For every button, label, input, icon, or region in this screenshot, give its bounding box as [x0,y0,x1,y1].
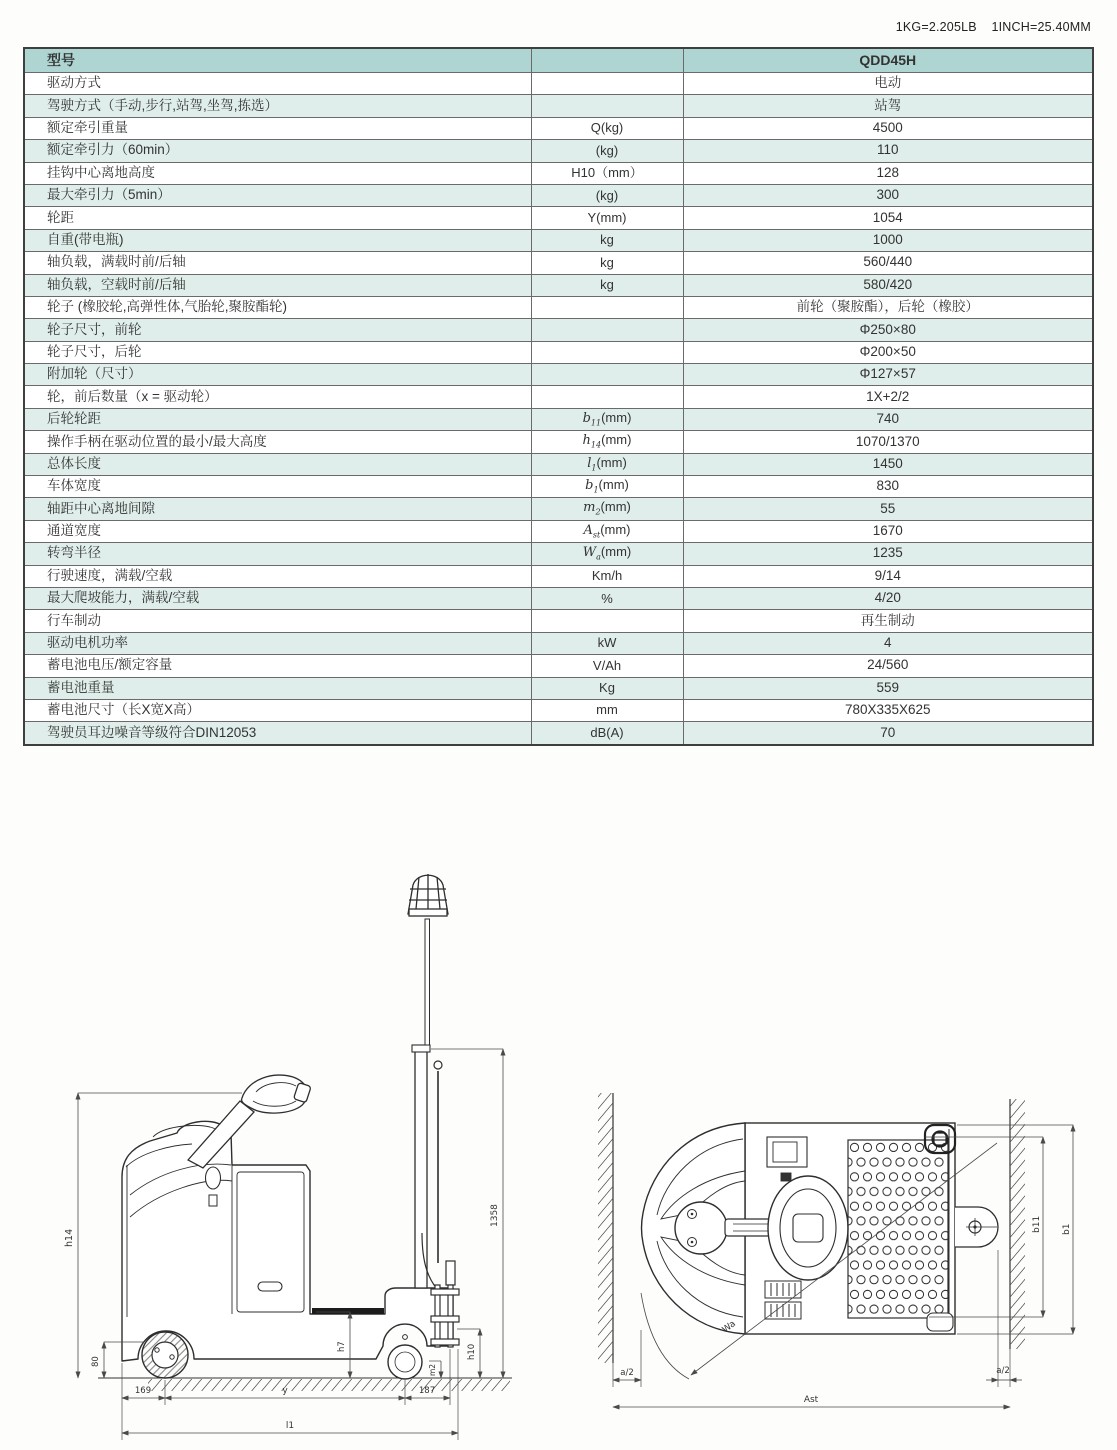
axle-bolt [403,1335,408,1340]
spec-unit: % [531,587,683,609]
spec-header-model-label: 型号 [24,48,531,73]
spec-row [24,408,1093,430]
spec-header-unit-cell [531,48,683,73]
spec-value: 24/560 [683,655,1093,677]
spec-row [24,431,1093,453]
spec-unit [531,364,683,386]
spec-row [24,453,1093,475]
dim-label-ast: Ast [803,1395,819,1405]
spec-value: 9/14 [683,565,1093,587]
spec-value: 128 [683,162,1093,184]
spec-unit: dB(A) [531,722,683,745]
spec-value: 再生制动 [683,610,1093,632]
spec-label: 行车制动 [24,610,531,632]
spec-value: 1450 [683,453,1093,475]
spec-unit: (kg) [531,184,683,206]
spec-label: 轴距中心离地间隙 [24,498,531,520]
spec-label: 行驶速度，满载/空载 [24,565,531,587]
spec-value: 1235 [683,543,1093,565]
spec-label: 额定牵引力（60min） [24,140,531,162]
spec-value: 4500 [683,117,1093,139]
spec-unit: $l_1(mm)$ [531,453,683,475]
spec-unit: $A_{st}(mm)$ [531,520,683,542]
battery-cover-perforated [848,1140,948,1318]
dim-label-b1: b1 [1062,1223,1072,1235]
spec-row [24,677,1093,699]
spec-row [24,476,1093,498]
spec-unit: Y(mm) [531,207,683,229]
mast [412,919,442,1289]
spec-row [24,498,1093,520]
spec-header-model-value: QDD45H [683,48,1093,73]
spec-value: 559 [683,677,1093,699]
spec-row [24,296,1093,318]
spec-row [24,699,1093,721]
spec-value: 55 [683,498,1093,520]
spec-label: 轮子尺寸，后轮 [24,341,531,363]
spec-value: 580/420 [683,274,1093,296]
spec-value: 1000 [683,229,1093,251]
spec-unit [531,296,683,318]
spec-row [24,140,1093,162]
spec-value: 830 [683,476,1093,498]
dim-label-80: 80 [91,1356,101,1367]
spec-value: Φ250×80 [683,319,1093,341]
spec-row [24,207,1093,229]
spec-unit: $h_{14}(mm)$ [531,431,683,453]
spec-row [24,319,1093,341]
dim-label-187: 187 [418,1386,436,1396]
spec-value: Φ200×50 [683,341,1093,363]
spec-label: 转弯半径 [24,543,531,565]
operator-step [312,1308,384,1314]
spec-value: 70 [683,722,1093,745]
spec-unit: Kg [531,677,683,699]
spec-label: 挂钩中心离地高度 [24,162,531,184]
spec-row [24,252,1093,274]
spec-row [24,162,1093,184]
dim-label-wa: Wa [720,1319,738,1336]
spec-unit [531,73,683,95]
dim-label-169: 169 [134,1386,152,1396]
rear-wheel [388,1345,422,1379]
spec-row [24,73,1093,95]
spec-unit: kg [531,274,683,296]
spec-unit: V/Ah [531,655,683,677]
spec-value: 1054 [683,207,1093,229]
spec-row [24,386,1093,408]
spec-value: 站驾 [683,95,1093,117]
spec-label: 操作手柄在驱动位置的最小/最大高度 [24,431,531,453]
spec-unit: kg [531,252,683,274]
spec-label: 轴负载，空载时前/后轴 [24,274,531,296]
spec-label: 车体宽度 [24,476,531,498]
vehicle-body-outline [122,1121,453,1361]
aisle-wall-right [1010,1099,1025,1349]
spec-label: 轴负载，满载时前/后轴 [24,252,531,274]
spec-row [24,229,1093,251]
dim-label-a2-left: a/2 [620,1368,634,1378]
spec-header-row [24,48,1093,73]
spec-value: 560/440 [683,252,1093,274]
tow-pin-bracket [955,1207,998,1247]
spec-label: 驾驶方式（手动,步行,站驾,坐驾,拣选） [24,95,531,117]
spec-unit: Q(kg) [531,117,683,139]
dim-label-a2-right: a/2 [996,1366,1010,1376]
dim-label-l1: l1 [285,1421,295,1431]
spec-value: 740 [683,408,1093,430]
spec-unit [531,610,683,632]
spec-row [24,543,1093,565]
spec-label: 轮子 (橡胶轮,高弹性体,气胎轮,聚胺酯轮) [24,296,531,318]
spec-label: 总体长度 [24,453,531,475]
spec-unit: mm [531,699,683,721]
dim-label-h10: h10 [467,1343,477,1360]
dim-label-m2: m2 [428,1363,437,1376]
spec-label: 轮距 [24,207,531,229]
spec-unit: kW [531,632,683,654]
spec-row [24,117,1093,139]
dim-label-h7: h7 [337,1341,347,1352]
spec-label: 自重(带电瓶) [24,229,531,251]
spec-value: 300 [683,184,1093,206]
spec-value: 4/20 [683,587,1093,609]
spec-table [23,47,1094,746]
spec-row [24,655,1093,677]
spec-unit: (kg) [531,140,683,162]
spec-label: 驱动方式 [24,73,531,95]
spec-label: 最大牵引力（5min） [24,184,531,206]
dim-label-1358: 1358 [490,1204,500,1227]
spec-row [24,722,1093,745]
spec-unit [531,341,683,363]
spec-label: 驾驶员耳边噪音等级符合DIN12053 [24,722,531,745]
spec-unit: kg [531,229,683,251]
side-view-drawing [60,865,560,1450]
spec-unit: $b_1(mm)$ [531,476,683,498]
spec-row [24,520,1093,542]
dim-label-y: y [282,1386,288,1396]
spec-label: 轮子尺寸，前轮 [24,319,531,341]
spec-label: 蓄电池电压/额定容量 [24,655,531,677]
spec-value: 780X335X625 [683,699,1093,721]
spec-label: 蓄电池尺寸（长X宽X高） [24,699,531,721]
aisle-wall-left [598,1093,613,1363]
spec-label: 蓄电池重量 [24,677,531,699]
spec-row [24,587,1093,609]
spec-value: 110 [683,140,1093,162]
spec-row [24,364,1093,386]
spec-value: 1070/1370 [683,431,1093,453]
spec-row [24,184,1093,206]
spec-row [24,610,1093,632]
spec-label: 额定牵引重量 [24,117,531,139]
spec-unit: $W_a(mm)$ [531,543,683,565]
spec-unit [531,319,683,341]
unit-conversion-note: 1KG=2.205LB 1INCH=25.40MM [895,20,1091,34]
dim-label-b11: b11 [1032,1215,1042,1233]
spec-value: 1670 [683,520,1093,542]
spec-unit: $m_2(mm)$ [531,498,683,520]
spec-label: 驱动电机功率 [24,632,531,654]
spec-label: 最大爬坡能力，满载/空载 [24,587,531,609]
spec-unit [531,95,683,117]
corner-bracket [927,1313,953,1331]
spec-unit [531,386,683,408]
spec-label: 后轮轮距 [24,408,531,430]
spec-label: 轮，前后数量（x = 驱动轮） [24,386,531,408]
spec-unit: H10（mm） [531,162,683,184]
spec-row [24,565,1093,587]
spec-unit: $b_{11}(mm)$ [531,408,683,430]
spec-row [24,341,1093,363]
spec-table-body [24,48,1093,745]
spec-row [24,274,1093,296]
drive-unit [675,1202,727,1254]
spec-unit: Km/h [531,565,683,587]
front-wheel [142,1332,188,1378]
spec-label: 通道宽度 [24,520,531,542]
beacon-light [408,874,448,916]
spec-row [24,632,1093,654]
spec-value: 前轮（聚胺酯），后轮（橡胶） [683,296,1093,318]
spec-value: 4 [683,632,1093,654]
spec-label: 附加轮（尺寸） [24,364,531,386]
dim-label-h14: h14 [64,1228,75,1247]
spec-value: 电动 [683,73,1093,95]
spec-row [24,95,1093,117]
spec-value: Φ127×57 [683,364,1093,386]
top-view-drawing [595,1085,1117,1450]
spec-value: 1X+2/2 [683,386,1093,408]
